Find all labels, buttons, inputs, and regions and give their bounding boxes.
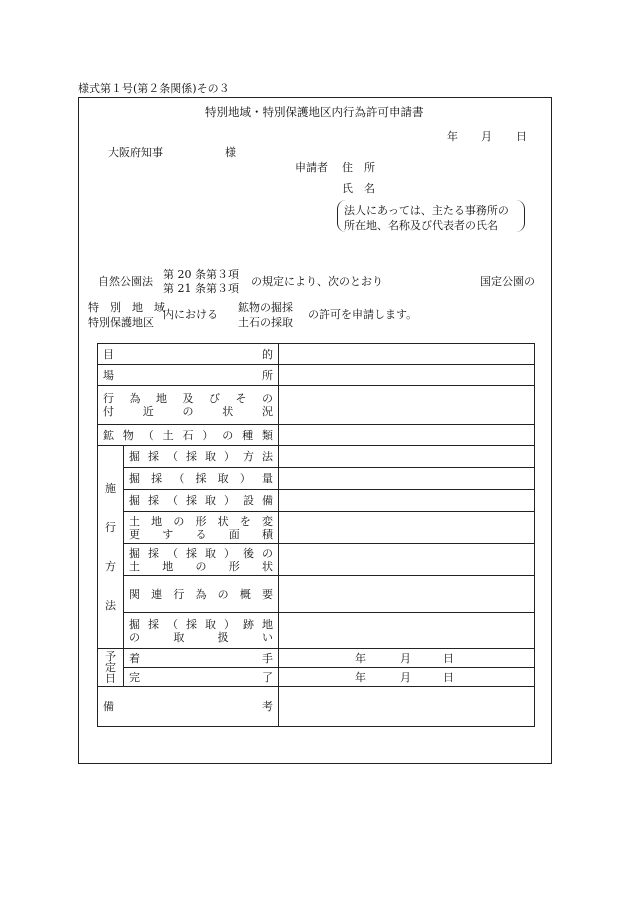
land-change-field[interactable]	[279, 512, 535, 544]
date-day-label: 日	[516, 130, 527, 143]
after-shape-label-line-1: 掘採（採取）後の	[129, 546, 273, 560]
finish-month-label: 月	[400, 670, 411, 684]
method-label: 掘採（採取）方法	[124, 446, 279, 468]
equipment-label: 掘採（採取）設備	[124, 490, 279, 512]
corporate-note-line-2: 所在地、名称及び代表者の氏名	[344, 219, 498, 232]
date-month-label: 月	[481, 130, 492, 143]
table-row-mineral-type	[98, 425, 535, 446]
form-title: 特別地域・特別保護地区内行為許可申請書	[205, 105, 424, 119]
table-row-equipment	[98, 490, 535, 512]
remarks-field[interactable]	[279, 687, 535, 727]
statement-activity-1: 鉱物の掘採	[238, 301, 293, 314]
table-row-land-change	[98, 512, 535, 544]
place-field[interactable]	[279, 365, 535, 386]
schedule-char-1: 予	[105, 650, 116, 663]
method-field[interactable]	[279, 446, 535, 468]
table-row-start	[98, 649, 535, 668]
surroundings-label-line-1: 行為地及びその	[103, 392, 273, 405]
statement-activity-2: 土石の採取	[238, 316, 293, 329]
after-shape-label	[124, 544, 279, 576]
statement-park-type: 国定公園の	[480, 275, 535, 288]
start-month-label: 月	[400, 651, 411, 665]
mineral-type-label: 鉱物（土石）の種類	[98, 425, 279, 446]
finish-day-label: 日	[443, 670, 454, 684]
surroundings-field[interactable]	[279, 386, 535, 425]
mineral-type-field[interactable]	[279, 425, 535, 446]
execution-method-char-4: 法	[105, 599, 116, 612]
table-row-place	[98, 365, 535, 386]
schedule-char-2: 定	[105, 661, 116, 674]
corporate-note-line-1: 法人にあっては、主たる事務所の	[344, 204, 509, 217]
applicant-address-label: 住 所	[342, 161, 375, 174]
table-row-purpose	[98, 344, 535, 365]
date-year-label: 年	[447, 130, 458, 143]
statement-law: 自然公園法	[98, 275, 153, 288]
applicant-label: 申請者	[295, 161, 328, 174]
start-day-label: 日	[443, 651, 454, 665]
applicant-name-label: 氏 名	[342, 182, 375, 195]
table-row-finish	[98, 668, 535, 687]
table-row-after-shape	[98, 544, 535, 576]
remarks-label: 備考	[98, 687, 279, 727]
schedule-char-3: 日	[105, 672, 116, 685]
surroundings-label-line-2: 付近の状況	[103, 405, 273, 418]
start-label: 着手	[124, 649, 279, 668]
application-table	[97, 343, 535, 727]
statement-request: の許可を申請します。	[308, 308, 418, 321]
table-row-method	[98, 446, 535, 468]
table-row-surroundings	[98, 386, 535, 425]
purpose-field[interactable]	[279, 344, 535, 365]
form-number: 様式第１号(第２条関係)その３	[78, 82, 230, 95]
addressee-honorific: 様	[225, 146, 236, 159]
addressee-governor: 大阪府知事	[108, 146, 163, 159]
statement-area-1: 特 別 地 域	[88, 301, 165, 314]
execution-method-char-3: 方	[105, 560, 116, 573]
execution-method-label	[98, 446, 124, 649]
statement-provision: の規定により、次のとおり	[251, 275, 383, 288]
statement-area-2: 特別保護地区	[88, 316, 154, 329]
site-handling-label-line-1: 掘採（採取）跡地	[129, 617, 273, 631]
start-year-label: 年	[355, 651, 366, 665]
finish-label: 完了	[124, 668, 279, 687]
surroundings-label	[98, 386, 279, 425]
equipment-field[interactable]	[279, 490, 535, 512]
finish-year-label: 年	[355, 670, 366, 684]
purpose-label: 目的	[98, 344, 279, 365]
statement-within: 内における	[163, 308, 218, 321]
site-handling-label	[124, 613, 279, 649]
schedule-label	[98, 649, 124, 687]
execution-method-char-2: 行	[105, 521, 116, 534]
land-change-label-line-1: 土地の形状を変	[129, 514, 273, 528]
related-acts-label: 関連行為の概要	[124, 576, 279, 613]
site-handling-field[interactable]	[279, 613, 535, 649]
finish-date-field[interactable]	[279, 668, 535, 687]
table-row-related-acts	[98, 576, 535, 613]
amount-field[interactable]	[279, 468, 535, 490]
table-row-amount	[98, 468, 535, 490]
statement-article-2: 第 21 条第３項	[163, 282, 239, 295]
place-label: 場所	[98, 365, 279, 386]
land-change-label-line-2: 更する面積	[129, 527, 273, 541]
start-date-field[interactable]	[279, 649, 535, 668]
amount-label: 掘採（採取）量	[124, 468, 279, 490]
after-shape-field[interactable]	[279, 544, 535, 576]
statement-article-1: 第 20 条第３項	[163, 268, 239, 281]
execution-method-char-1: 施	[105, 482, 116, 495]
table-row-site-handling	[98, 613, 535, 649]
after-shape-label-line-2: 土地の形状	[129, 559, 273, 573]
land-change-label	[124, 512, 279, 544]
table-row-remarks	[98, 687, 535, 727]
site-handling-label-line-2: の取扱い	[129, 630, 273, 644]
related-acts-field[interactable]	[279, 576, 535, 613]
